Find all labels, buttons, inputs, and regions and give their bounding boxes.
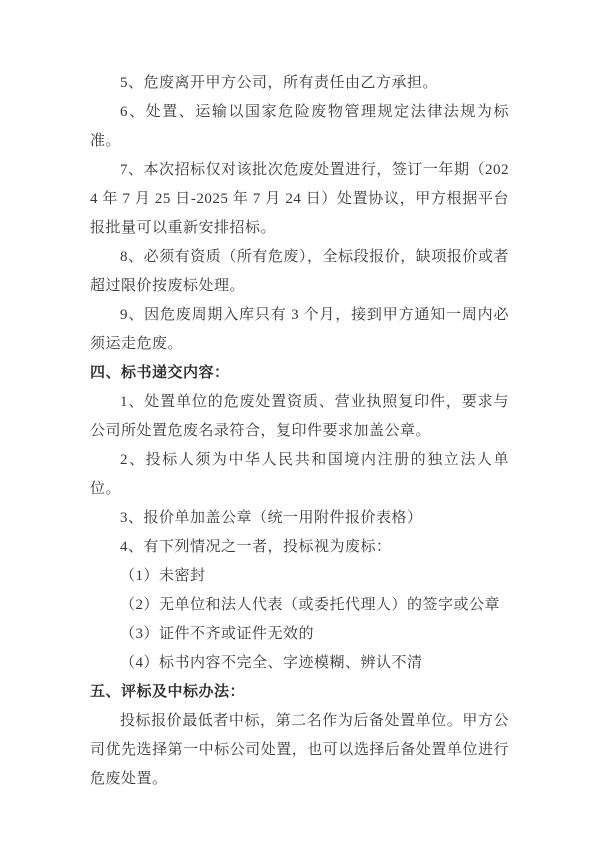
paragraph: （1）未密封 xyxy=(120,568,206,584)
paragraph: 3、报价单加盖公章（统一用附件报价表格） xyxy=(120,510,423,526)
paragraph: 1、处置单位的危废处置资质、营业执照复印件，要求与公司所处置危废名录符合，复印件要求加盖公章。 xyxy=(90,394,509,439)
paragraph: 6、处置、运输以国家危险废物管理规定法律法规为标准。 xyxy=(90,104,509,149)
document-body xyxy=(90,69,509,794)
paragraph: （2）无单位和法人代表（或委托代理人）的签字或公章 xyxy=(120,597,501,613)
section-heading: 五、评标及中标办法： xyxy=(90,684,246,700)
paragraph: 8、必须有资质（所有危废），全标段报价，缺项报价或者超过限价按废标处理。 xyxy=(90,249,509,294)
paragraph: 投标报价最低者中标，第二名作为后备处置单位。甲方公司优先选择第一中标公司处置，也可以选择后备处置单位进行危废处置。 xyxy=(90,713,509,787)
paragraph: （4）标书内容不完全、字迹模糊、辨认不清 xyxy=(120,655,423,671)
paragraph: 7、本次招标仅对该批次危废处置进行，签订一年期（2024 年 7 月 25 日-2025 年 7 月 24 日）处置协议，甲方根据平台报批量可以重新安排招标。 xyxy=(90,162,509,236)
paragraph: 5、危废离开甲方公司，所有责任由乙方承担。 xyxy=(120,75,439,91)
paragraph: 4、有下列情况之一者，投标视为废标： xyxy=(120,539,392,555)
paragraph: 9、因危废周期入库只有 3 个月，接到甲方通知一周内必须运走危废。 xyxy=(90,307,509,352)
paragraph: 2、投标人须为中华人民共和国境内注册的独立法人单位。 xyxy=(90,452,509,497)
paragraph: （3）证件不齐或证件无效的 xyxy=(120,626,315,642)
section-heading: 四、标书递交内容： xyxy=(90,365,230,381)
